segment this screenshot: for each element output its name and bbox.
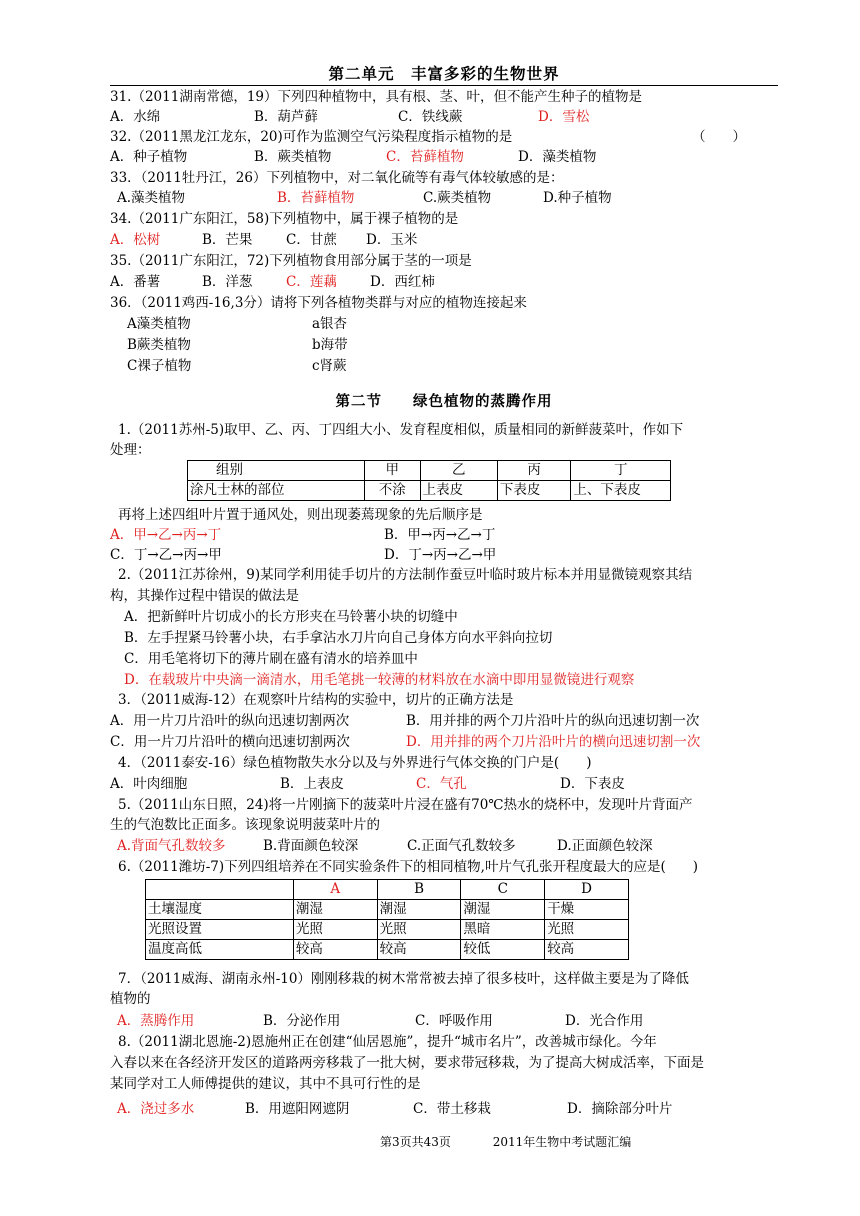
s3-option-d-answer: D．用并排的两个刀片沿叶片的横向迅速切割一次 (406, 734, 701, 750)
s1-stem: 1.（2011苏州-5)取甲、乙、丙、丁四组大小、发育程度相似，质量相同的新鲜菠菜叶，作如下 (118, 422, 684, 438)
s8-option-a-answer: A．浇过多水 (117, 1101, 195, 1117)
s4-stem: 4．（2011泰安-16）绿色植物散失水分以及与外界进行气体交换的门户是( ) (118, 755, 592, 771)
q35-option-b: B．洋葱 (202, 274, 253, 290)
s8-stem-cont: 某同学对工人师傅提供的建议，其中不具可行性的是 (110, 1076, 421, 1092)
s8-option-b: B．用遮阳网遮阴 (245, 1101, 350, 1117)
page-header-title: 第二单元 丰富多彩的生物世界 (328, 64, 560, 83)
s1-option-b: B．甲→丙→乙→丁 (384, 527, 496, 543)
s2-stem: 2.（2011江苏徐州，9)某同学利用徒手切片的方法制作蚕豆叶临时玻片标本并用显微镜观察其结 (118, 567, 693, 583)
table-cell: B (377, 880, 461, 900)
table-cell: 组别 (188, 461, 365, 481)
s3-option-c: C．用一片刀片沿叶的横向迅速切割两次 (110, 734, 350, 750)
table-cell: 光照设置 (146, 920, 294, 940)
s1-stem-cont: 再将上述四组叶片置于通风处，则出现萎蔫现象的先后顺序是 (118, 507, 483, 523)
q31-option-a: A．水绵 (110, 109, 161, 125)
s8-option-d: D．摘除部分叶片 (567, 1101, 673, 1117)
q32-option-b: B．蕨类植物 (254, 149, 332, 165)
table-cell: 黑暗 (461, 920, 545, 940)
s5-option-d: D.正面颜色较深 (557, 838, 653, 854)
s4-option-c-answer: C．气孔 (416, 776, 467, 792)
s8-stem: 8.（2011湖北恩施-2)恩施州正在创建“仙居恩施”，提升“城市名片”，改善城市绿化。今年 (118, 1034, 657, 1050)
table-cell: 干燥 (545, 900, 629, 920)
q31-option-c: C．铁线蕨 (398, 109, 463, 125)
s5-stem: 5.（2011山东日照，24)将一片刚摘下的菠菜叶片浸在盛有70℃热水的烧杯中，发现叶片背面产 (118, 797, 693, 813)
s1-option-a-answer: A．甲→乙→丙→丁 (110, 527, 222, 543)
s5-option-b: B.背面颜色较深 (263, 838, 359, 854)
table-cell: 较高 (377, 940, 461, 960)
q32-paren: （ ） (692, 129, 746, 145)
q36-stem: 36．（2011鸡西-16,3分）请将下列各植物类群与对应的植物连接起来 (110, 295, 527, 311)
table-cell: 较高 (293, 940, 377, 960)
s4-option-d: D．下表皮 (560, 776, 625, 792)
q33-stem: 33．（2011牡丹江，26）下列植物中，对二氧化硫等有毒气体较敏感的是： (110, 170, 564, 186)
q34-option-b: B．芒果 (202, 232, 253, 248)
q35-option-d: D．西红柿 (370, 274, 435, 290)
q31-option-b: B．葫芦藓 (254, 109, 318, 125)
s7-option-b: B．分泌作用 (263, 1013, 341, 1029)
table-row (146, 920, 629, 940)
q33-option-d: D.种子植物 (543, 190, 612, 206)
s1-option-c: C．丁→乙→丙→甲 (110, 547, 222, 563)
q35-option-c-answer: C．莲藕 (286, 274, 337, 290)
table-cell: 较高 (545, 940, 629, 960)
q36-right-item: b海带 (312, 337, 348, 353)
q31-option-d-answer: D．雪松 (538, 109, 590, 125)
q36-right-item: a银杏 (312, 316, 348, 332)
q34-option-c: C．甘蔗 (286, 232, 337, 248)
q34-option-d: D．玉米 (366, 232, 418, 248)
table-cell: 下表皮 (497, 481, 571, 501)
table-cell: 潮湿 (293, 900, 377, 920)
s6-table (145, 879, 629, 960)
s1-table (187, 460, 671, 501)
table-cell: 潮湿 (377, 900, 461, 920)
table-row (188, 461, 671, 481)
table-cell: 涂凡士林的部位 (188, 481, 365, 501)
q32-option-a: A．种子植物 (110, 149, 188, 165)
q31-stem: 31.（2011湖南常德，19）下列四种植物中，具有根、茎、叶，但不能产生种子的植物是 (110, 89, 643, 105)
q34-option-a-answer: A．松树 (110, 232, 161, 248)
q36-left-item: C裸子植物 (127, 358, 192, 374)
q32-stem: 32.（2011黑龙江龙东，20)可作为监测空气污染程度指示植物的是 (110, 129, 513, 145)
table-cell: 上表皮 (420, 481, 497, 501)
q33-option-a: A.藻类植物 (117, 190, 186, 206)
s6-stem: 6.（2011潍坊-7)下列四组培养在不同实验条件下的相同植物,叶片气孔张开程度最大的应是( ) (118, 859, 698, 875)
s3-option-b: B．用并排的两个刀片沿叶片的纵向迅速切割一次 (406, 713, 700, 729)
table-cell: 上、下表皮 (571, 481, 671, 501)
q34-stem: 34.（2011广东阳江，58)下列植物中，属于裸子植物的是 (110, 211, 459, 227)
s7-option-a-answer: A．蒸腾作用 (117, 1013, 195, 1029)
s2-option-b: B．左手捏紧马铃薯小块，右手拿沾水刀片向自己身体方向水平斜向拉切 (124, 630, 553, 646)
q32-option-d: D．藻类植物 (518, 149, 597, 165)
section-title: 第二节 绿色植物的蒸腾作用 (335, 393, 553, 410)
s5-option-a-answer: A.背面气孔数较多 (117, 838, 226, 854)
s2-option-a: A．把新鲜叶片切成小的长方形夹在马铃薯小块的切缝中 (124, 609, 458, 625)
page-footer (380, 1133, 669, 1150)
table-cell: 光照 (293, 920, 377, 940)
q36-left-item: A藻类植物 (127, 316, 191, 332)
q36-right-item: c肾蕨 (312, 358, 347, 374)
s1-stem-cont: 处理： (110, 442, 151, 458)
s3-stem: 3．（2011威海-12）在观察叶片结构的实验中，切片的正确方法是 (118, 692, 514, 708)
s2-stem-cont: 构，其操作过程中错误的做法是 (110, 588, 299, 604)
s5-option-c: C.正面气孔数较多 (407, 838, 516, 854)
q36-left-item: B蕨类植物 (127, 337, 191, 353)
q35-option-a: A．番薯 (110, 274, 161, 290)
s2-option-c: C．用毛笔将切下的薄片刷在盛有清水的培养皿中 (124, 651, 418, 667)
table-cell (146, 880, 294, 900)
table-cell: 较低 (461, 940, 545, 960)
table-cell: 不涂 (364, 481, 420, 501)
table-row (146, 900, 629, 920)
table-cell: 乙 (420, 461, 497, 481)
q32-option-c-answer: C．苔藓植物 (386, 149, 464, 165)
s7-option-d: D．光合作用 (565, 1013, 644, 1029)
table-cell: 潮湿 (461, 900, 545, 920)
footer-title: 2011年生物中考试题汇编 (492, 1135, 632, 1149)
q35-stem: 35.（2011广东阳江，72)下列植物食用部分属于茎的一项是 (110, 253, 472, 269)
s7-stem: 7．（2011威海、湖南永州-10）刚刚移栽的树木常常被去掉了很多枝叶，这样做主要是为了降低 (118, 971, 689, 987)
s1-option-d: D．丁→丙→乙→甲 (384, 547, 497, 563)
table-cell: C (461, 880, 545, 900)
table-row (146, 880, 629, 900)
s2-option-d-answer: D．在载玻片中央滴一滴清水，用毛笔挑一较薄的材料放在水滴中即用显微镜进行观察 (124, 672, 635, 688)
s7-option-c: C．呼吸作用 (415, 1013, 493, 1029)
s3-option-a: A．用一片刀片沿叶的纵向迅速切割两次 (110, 713, 350, 729)
q33-option-c: C.蕨类植物 (423, 190, 492, 206)
q33-option-b-answer: B．苔藓植物 (277, 190, 355, 206)
table-row (146, 940, 629, 960)
table-cell: 温度高低 (146, 940, 294, 960)
table-row (188, 481, 671, 501)
s5-stem-cont: 生的气泡数比正面多。该现象说明菠菜叶片的 (110, 817, 380, 833)
table-cell: 光照 (377, 920, 461, 940)
s4-option-b: B．上表皮 (280, 776, 344, 792)
s8-stem-cont: 入春以来在各经济开发区的道路两旁移栽了一批大树，要求带冠移栽，为了提高大树成活率，下面是 (110, 1055, 704, 1071)
s8-option-c: C．带土移栽 (413, 1101, 491, 1117)
table-cell: 光照 (545, 920, 629, 940)
table-cell: 甲 (364, 461, 420, 481)
s7-stem-cont: 植物的 (110, 991, 151, 1007)
table-cell: D (545, 880, 629, 900)
table-cell: 土壤湿度 (146, 900, 294, 920)
table-cell-answer: A (293, 880, 377, 900)
s4-option-a: A．叶肉细胞 (110, 776, 188, 792)
header-rule (110, 85, 778, 86)
table-cell: 丁 (571, 461, 671, 481)
footer-page-number: 第3页共43页 (380, 1135, 451, 1149)
table-cell: 丙 (497, 461, 571, 481)
